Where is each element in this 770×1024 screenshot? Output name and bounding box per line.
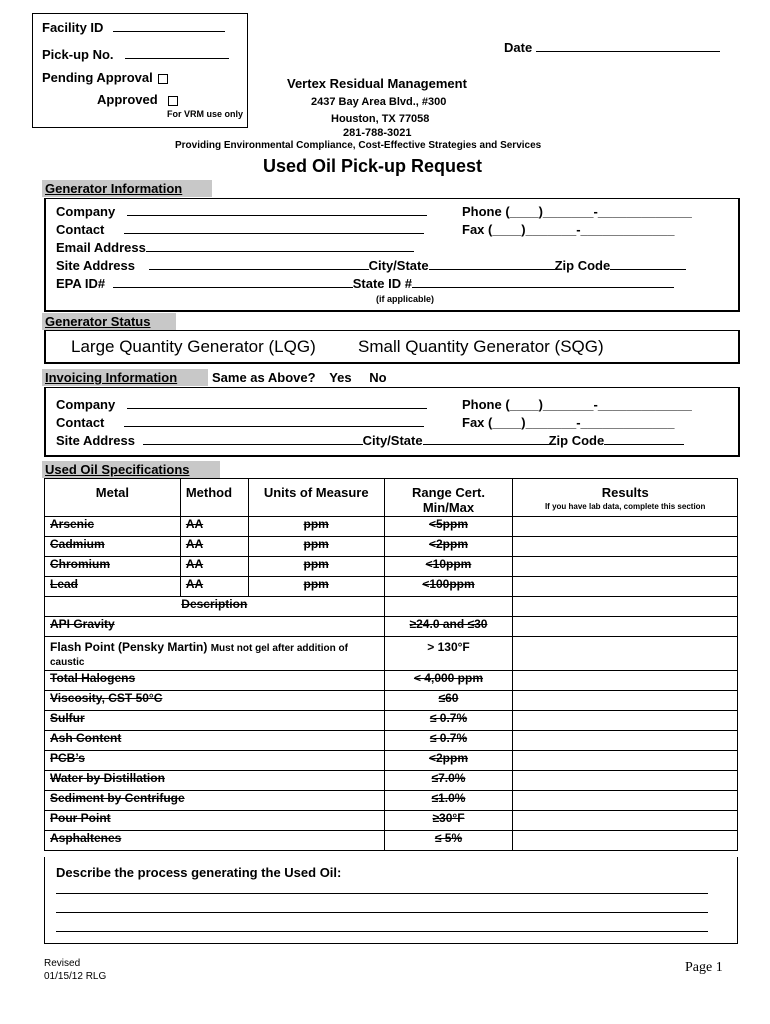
result-cell[interactable] <box>513 517 738 537</box>
inv-contact-label: Contact <box>56 415 105 430</box>
result-cell[interactable] <box>513 731 738 751</box>
specs-heading: Used Oil Specifications <box>42 461 220 478</box>
company-address2: Houston, TX 77058 <box>331 113 430 125</box>
inv-contact-field[interactable] <box>56 415 424 430</box>
table-row <box>45 577 738 597</box>
result-cell[interactable] <box>513 557 738 577</box>
table-row <box>45 617 738 637</box>
inv-zip-line <box>604 433 684 445</box>
company-tagline: Providing Environmental Compliance, Cost-Effective Strategies and Services <box>175 140 542 151</box>
prop-range: <2ppm <box>384 751 513 771</box>
prop-range: ≤7.0% <box>384 771 513 791</box>
gen-company-line <box>127 204 427 216</box>
sqg-option[interactable]: Small Quantity Generator (SQG) <box>358 337 604 356</box>
metal-range: <2ppm <box>384 537 513 557</box>
process-label: Describe the process generating the Used Oil: <box>56 865 342 880</box>
table-row <box>45 711 738 731</box>
inv-zip-label: Zip Code <box>548 433 605 448</box>
prop-name: Flash Point (Pensky Martin) <box>50 640 208 654</box>
result-cell[interactable] <box>513 811 738 831</box>
result-cell[interactable] <box>513 691 738 711</box>
inv-phone-field[interactable]: Phone (____)_______-_____________ <box>462 397 692 412</box>
result-cell[interactable] <box>513 537 738 557</box>
prop-range: ≤ 5% <box>384 831 513 851</box>
result-cell[interactable] <box>513 711 738 731</box>
specs-header-row <box>45 479 738 517</box>
result-cell[interactable] <box>513 617 738 637</box>
table-row <box>45 771 738 791</box>
flash-point-cell <box>45 637 385 671</box>
prop-range: > 130°F <box>384 637 513 671</box>
facility-id-line <box>113 20 225 32</box>
approved-label: Approved <box>97 92 158 107</box>
gen-epa-label: EPA ID# <box>56 276 106 291</box>
metal-units: ppm <box>248 577 384 597</box>
inv-company-label: Company <box>56 397 116 412</box>
table-row <box>45 637 738 671</box>
date-label: Date <box>504 40 533 55</box>
prop-range: ≤ 0.7% <box>384 711 513 731</box>
prop-name: Sediment by Centrifuge <box>45 791 385 811</box>
same-no-option[interactable]: No <box>369 370 387 385</box>
prop-range: ≤1.0% <box>384 791 513 811</box>
facility-id-label: Facility ID <box>42 20 104 35</box>
col-metal: Metal <box>45 479 181 517</box>
prop-range: ≥24.0 and ≤30 <box>384 617 513 637</box>
table-row <box>45 831 738 851</box>
metal-range: <100ppm <box>384 577 513 597</box>
pending-checkbox[interactable] <box>158 74 168 84</box>
result-cell[interactable] <box>513 831 738 851</box>
metal-range: <10ppm <box>384 557 513 577</box>
gen-contact-field[interactable] <box>56 222 424 237</box>
table-row <box>45 671 738 691</box>
prop-range: ≥30°F <box>384 811 513 831</box>
approved-checkbox[interactable] <box>168 96 178 106</box>
prop-range: ≤60 <box>384 691 513 711</box>
col-results <box>513 479 738 517</box>
metal-units: ppm <box>248 517 384 537</box>
gen-state-id-line <box>412 276 674 288</box>
same-as-above <box>212 370 387 385</box>
gen-zip-line <box>610 258 686 270</box>
inv-company-field[interactable] <box>56 397 427 412</box>
pending-label: Pending Approval <box>42 70 153 85</box>
metal-name: Chromium <box>45 557 181 577</box>
table-row <box>45 791 738 811</box>
generator-status-heading: Generator Status <box>42 313 176 330</box>
table-row <box>45 731 738 751</box>
facility-id-field[interactable] <box>42 20 225 35</box>
result-cell[interactable] <box>513 637 738 671</box>
gen-contact-line <box>124 222 424 234</box>
flash-point-note: Must not gel after addition of caustic <box>50 643 348 668</box>
if-applicable-note: (if applicable) <box>376 294 435 304</box>
table-row <box>45 751 738 771</box>
prop-range: ≤ 0.7% <box>384 731 513 751</box>
inv-company-line <box>127 397 427 409</box>
company-address1: 2437 Bay Area Blvd., #300 <box>311 96 447 108</box>
table-row <box>45 811 738 831</box>
pickup-no-field[interactable] <box>42 47 229 62</box>
process-line-3[interactable] <box>56 931 708 932</box>
inv-site-line <box>143 433 363 445</box>
col-results-label: Results <box>601 485 649 500</box>
inv-contact-line <box>124 415 424 427</box>
gen-company-field[interactable] <box>56 204 427 219</box>
gen-zip-label: Zip Code <box>554 258 611 273</box>
lqg-option[interactable]: Large Quantity Generator (LQG) <box>71 337 316 356</box>
metal-method: AA <box>180 517 248 537</box>
col-method: Method <box>180 479 248 517</box>
gen-fax-field[interactable]: Fax (____)_______-_____________ <box>462 222 675 237</box>
gen-email-line <box>146 240 414 252</box>
metal-method: AA <box>180 537 248 557</box>
specs-table <box>44 478 738 851</box>
process-line-2[interactable] <box>56 912 708 913</box>
company-phone: 281-788-3021 <box>343 127 412 139</box>
metal-name: Cadmium <box>45 537 181 557</box>
approved <box>97 92 178 107</box>
inv-fax-field[interactable]: Fax (____)_______-_____________ <box>462 415 675 430</box>
table-row <box>45 537 738 557</box>
gen-epa-field[interactable] <box>56 276 674 291</box>
result-cell[interactable] <box>513 577 738 597</box>
description-row <box>45 597 738 617</box>
metal-name: Arsenic <box>45 517 181 537</box>
gen-contact-label: Contact <box>56 222 105 237</box>
prop-name: Sulfur <box>45 711 385 731</box>
description-range-cell <box>384 597 513 617</box>
inv-city-line <box>423 433 549 445</box>
result-cell[interactable] <box>513 597 738 617</box>
prop-name: Water by Distillation <box>45 771 385 791</box>
gen-site-label: Site Address <box>56 258 135 273</box>
gen-city-line <box>429 258 555 270</box>
gen-company-label: Company <box>56 204 116 219</box>
vrm-note: For VRM use only <box>167 109 244 119</box>
company-name: Vertex Residual Management <box>287 76 467 91</box>
result-cell[interactable] <box>513 791 738 811</box>
prop-name: Asphaltenes <box>45 831 385 851</box>
process-line-1[interactable] <box>56 893 708 894</box>
metal-units: ppm <box>248 537 384 557</box>
footer-rev-date: 01/15/12 RLG <box>44 971 107 982</box>
prop-name: Total Halogens <box>45 671 385 691</box>
invoicing-heading: Invoicing Information <box>42 369 208 386</box>
metal-name: Lead <box>45 577 181 597</box>
results-note: If you have lab data, complete this section <box>544 502 706 511</box>
gen-email-field[interactable] <box>56 240 414 255</box>
same-as-label: Same as Above? <box>212 370 316 385</box>
table-row <box>45 517 738 537</box>
date-line <box>536 40 720 52</box>
col-range: Range Cert. Min/Max <box>384 479 513 517</box>
metal-method: AA <box>180 577 248 597</box>
prop-name: Ash Content <box>45 731 385 751</box>
gen-site-field[interactable] <box>56 258 686 273</box>
col-units: Units of Measure <box>248 479 384 517</box>
gen-epa-line <box>113 276 353 288</box>
prop-name: API Gravity <box>45 617 385 637</box>
inv-site-label: Site Address <box>56 433 135 448</box>
footer-revised: Revised <box>44 958 81 969</box>
inv-site-field[interactable] <box>56 433 684 448</box>
gen-city-label: City/State <box>368 258 429 273</box>
metal-method: AA <box>180 557 248 577</box>
date-field[interactable] <box>504 40 720 55</box>
table-row <box>45 691 738 711</box>
metal-range: <5ppm <box>384 517 513 537</box>
metal-units: ppm <box>248 557 384 577</box>
prop-range: < 4,000 ppm <box>384 671 513 691</box>
prop-name: Viscosity, CST 50°C <box>45 691 385 711</box>
prop-name: PCB’s <box>45 751 385 771</box>
pickup-no-line <box>125 47 229 59</box>
prop-name: Pour Point <box>45 811 385 831</box>
page-number: Page 1 <box>685 960 723 975</box>
same-yes-option[interactable]: Yes <box>329 370 352 385</box>
gen-site-line <box>149 258 369 270</box>
result-cell[interactable] <box>513 751 738 771</box>
description-label: Description <box>45 597 385 617</box>
pending-approval <box>42 70 168 85</box>
result-cell[interactable] <box>513 671 738 691</box>
inv-city-label: City/State <box>362 433 423 448</box>
gen-phone-field[interactable]: Phone (____)_______-_____________ <box>462 204 692 219</box>
form-title: Used Oil Pick-up Request <box>263 156 483 176</box>
generator-info-heading: Generator Information <box>42 180 212 197</box>
gen-email-label: Email Address <box>56 240 146 255</box>
result-cell[interactable] <box>513 771 738 791</box>
gen-state-id-label: State ID # <box>352 276 412 291</box>
pickup-no-label: Pick-up No. <box>42 47 114 62</box>
table-row <box>45 557 738 577</box>
